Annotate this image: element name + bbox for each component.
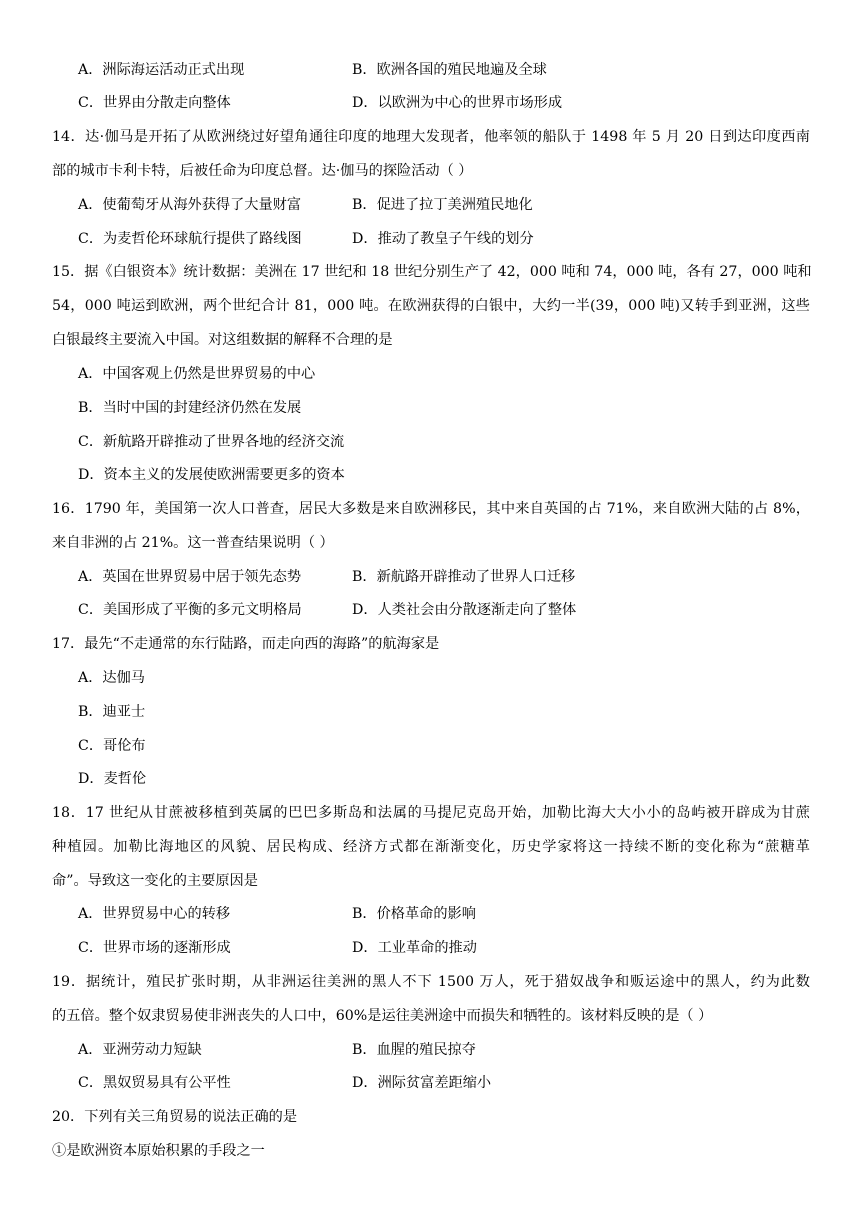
- q19-option-d: D．洲际贫富差距缩小: [352, 1075, 492, 1091]
- q16-stem-line-2: 来自非洲的占 21%。这一普查结果说明（ ）: [52, 535, 334, 551]
- q16-option-b: B．新航路开辟推动了世界人口迁移: [352, 569, 576, 585]
- q13-option-c: C．世界由分散走向整体: [78, 95, 231, 111]
- q20-stem: 20．下列有关三角贸易的说法正确的是: [52, 1109, 298, 1125]
- q16-option-d: D．人类社会由分散逐渐走向了整体: [352, 602, 577, 618]
- q14-stem-line-1: 14．达·伽马是开拓了从欧洲绕过好望角通往印度的地理大发现者，他率领的船队于 1498 年 5 月 20 日到达印度西南: [52, 129, 810, 145]
- q15-option-c: C．新航路开辟推动了世界各地的经济交流: [78, 434, 345, 450]
- q18-option-c: C．世界市场的逐渐形成: [78, 940, 231, 956]
- q15-stem-line-1: 15．据《白银资本》统计数据：美洲在 17 世纪和 18 世纪分别生产了 42，000 吨和 74，000 吨，各有 27，000 吨和: [52, 264, 812, 280]
- q14-option-d: D．推动了教皇子午线的划分: [352, 231, 534, 247]
- q20-item-1: ①是欧洲资本原始积累的手段之一: [52, 1143, 265, 1159]
- q16-option-a: A．英国在世界贸易中居于领先态势: [78, 569, 302, 585]
- q15-option-d: D．资本主义的发展使欧洲需要更多的资本: [78, 467, 345, 483]
- q14-option-b: B．促进了拉丁美洲殖民地化: [352, 197, 533, 213]
- q16-stem-line-1: 16．1790 年，美国第一次人口普查，居民大多数是来自欧洲移民，其中来自英国的占 71%，来自欧洲大陆的占 8%，: [52, 501, 810, 517]
- q13-option-a: A．洲际海运活动正式出现: [78, 62, 245, 78]
- q13-option-b: B．欧洲各国的殖民地遍及全球: [352, 62, 547, 78]
- q18-stem-line-1: 18．17 世纪从甘蔗被移植到英属的巴巴多斯岛和法属的马提尼克岛开始，加勒比海大大小小的岛屿被开辟成为甘蔗: [52, 805, 810, 821]
- q15-stem-line-2: 54，000 吨运到欧洲，两个世纪合计 81，000 吨。在欧洲获得的白银中，大约一半(39，000 吨)又转手到亚洲，这些: [52, 298, 810, 314]
- q15-option-a: A．中国客观上仍然是世界贸易的中心: [78, 366, 316, 382]
- q17-option-c: C．哥伦布: [78, 738, 146, 754]
- q17-stem: 17．最先“不走通常的东行陆路，而走向西的海路”的航海家是: [52, 636, 440, 652]
- q14-option-a: A．使葡萄牙从海外获得了大量财富: [78, 197, 302, 213]
- q17-option-a: A．达伽马: [78, 670, 145, 686]
- q19-option-a: A．亚洲劳动力短缺: [78, 1042, 202, 1058]
- q13-option-d: D．以欧洲为中心的世界市场形成: [352, 95, 563, 111]
- q16-option-c: C．美国形成了平衡的多元文明格局: [78, 602, 302, 618]
- q17-option-b: B．迪亚士: [78, 704, 146, 720]
- q15-stem-line-3: 白银最终主要流入中国。对这组数据的解释不合理的是: [52, 332, 393, 348]
- q19-option-c: C．黑奴贸易具有公平性: [78, 1075, 231, 1091]
- q19-option-b: B．血腥的殖民掠夺: [352, 1042, 476, 1058]
- q18-stem-line-2: 种植园。加勒比海地区的风貌、居民构成、经济方式都在渐渐变化，历史学家将这一持续不断的变化称为“蔗糖革: [52, 839, 810, 855]
- q14-option-c: C．为麦哲伦环球航行提供了路线图: [78, 231, 302, 247]
- q18-option-d: D．工业革命的推动: [352, 940, 477, 956]
- q14-stem-line-2: 部的城市卡利卡特，后被任命为印度总督。达·伽马的探险活动（ ）: [52, 163, 473, 179]
- q19-stem-line-2: 的五倍。整个奴隶贸易使非洲丧失的人口中，60%是运往美洲途中而损失和牺牲的。该材料反映的是（ ）: [52, 1008, 713, 1024]
- q17-option-d: D．麦哲伦: [78, 771, 147, 787]
- q18-stem-line-3: 命”。导致这一变化的主要原因是: [52, 873, 258, 889]
- q19-stem-line-1: 19．据统计，殖民扩张时期，从非洲运往美洲的黑人不下 1500 万人，死于猎奴战争和贩运途中的黑人，约为此数: [52, 974, 810, 990]
- q18-option-a: A．世界贸易中心的转移: [78, 906, 231, 922]
- q18-option-b: B．价格革命的影响: [352, 906, 476, 922]
- q15-option-b: B．当时中国的封建经济仍然在发展: [78, 400, 302, 416]
